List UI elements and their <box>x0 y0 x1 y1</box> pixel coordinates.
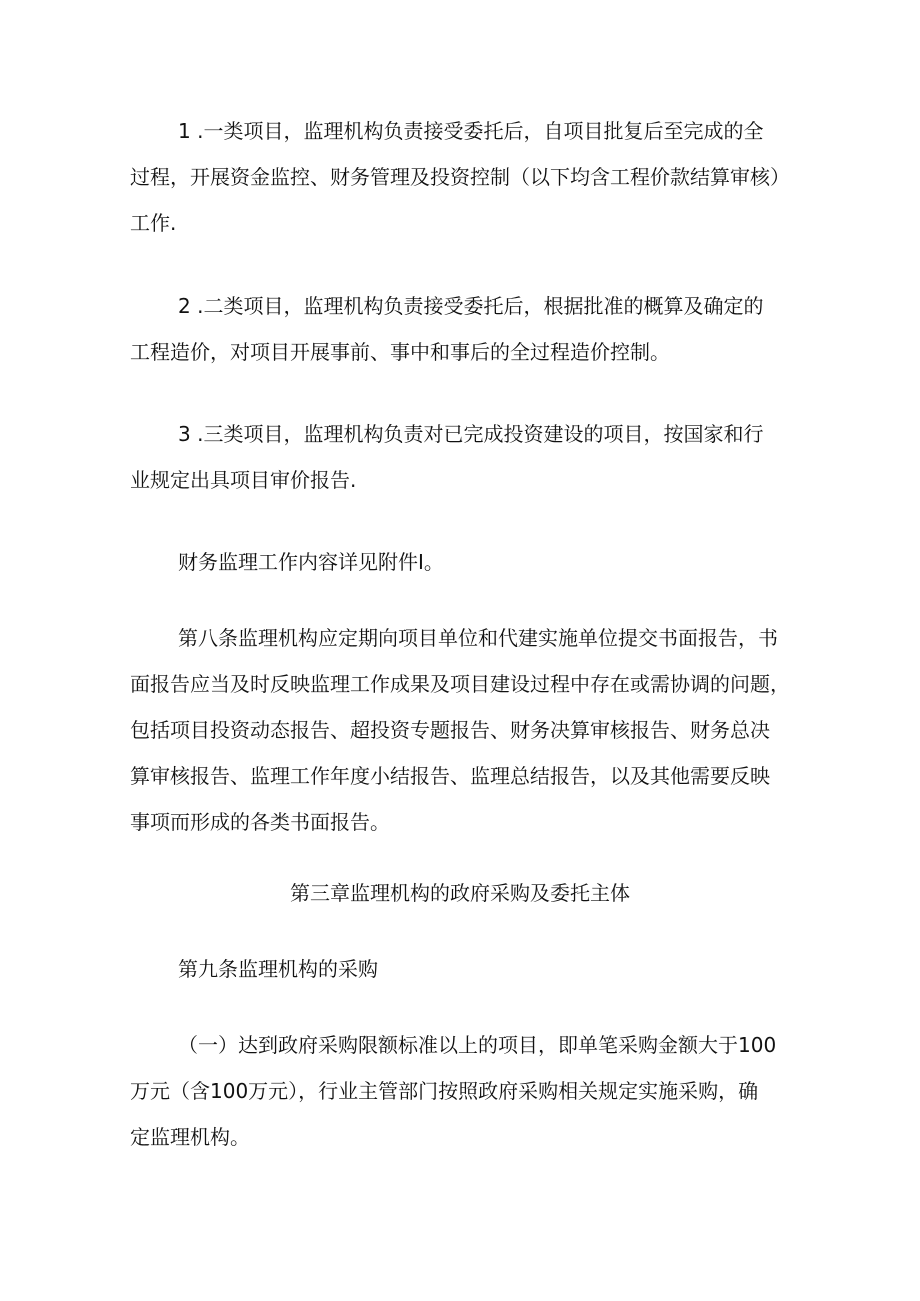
paragraph-item-1 <box>130 108 790 246</box>
paragraph-item-2 <box>130 283 790 375</box>
paragraph-article-8 <box>130 615 790 845</box>
paragraph-clause-1 <box>130 1022 790 1160</box>
paragraph-item-3 <box>130 411 790 503</box>
paragraph-article-9-title <box>130 946 790 992</box>
text-line: 万元（含100万元），行业主管部门按照政府采购相关规定实施采购，确 <box>130 1079 759 1103</box>
text-line: 1 .一类项目，监理机构负责接受委托后，自项目批复后至完成的全 <box>178 119 764 143</box>
text-line: 第九条监理机构的采购 <box>178 957 378 981</box>
paragraph-attachment-note <box>130 539 790 585</box>
text-line: 3 .三类项目，监理机构负责对已完成投资建设的项目，按国家和行 <box>178 422 764 446</box>
text-line: 定监理机构。 <box>130 1125 250 1149</box>
text-line: 过程，开展资金监控、财务管理及投资控制（以下均含工程价款结算审核） <box>130 165 790 189</box>
text-line: 算审核报告、监理工作年度小结报告、监理总结报告，以及其他需要反映 <box>130 764 770 788</box>
chapter-3-heading: 第三章监理机构的政府采购及委托主体 <box>290 881 630 905</box>
text-line: 包括项目投资动态报告、超投资专题报告、财务决算审核报告、财务总决 <box>130 718 770 742</box>
text-line: 第八条监理机构应定期向项目单位和代建实施单位提交书面报告，书 <box>178 626 778 650</box>
text-line: 工程造价，对项目开展事前、事中和事后的全过程造价控制。 <box>130 340 670 364</box>
text-line: 事项而形成的各类书面报告。 <box>130 810 390 834</box>
text-line: 2 .二类项目，监理机构负责接受委托后，根据批准的概算及确定的 <box>178 294 764 318</box>
text-line: 业规定出具项目审价报告. <box>130 468 357 492</box>
text-line: 财务监理工作内容详见附件I。 <box>178 550 444 574</box>
text-line: （一）达到政府采购限额标准以上的项目，即单笔采购金额大于100 <box>178 1033 777 1057</box>
text-line: 面报告应当及时反映监理工作成果及项目建设过程中存在或需协调的问题， <box>130 672 790 696</box>
text-line: 工作. <box>130 211 177 235</box>
